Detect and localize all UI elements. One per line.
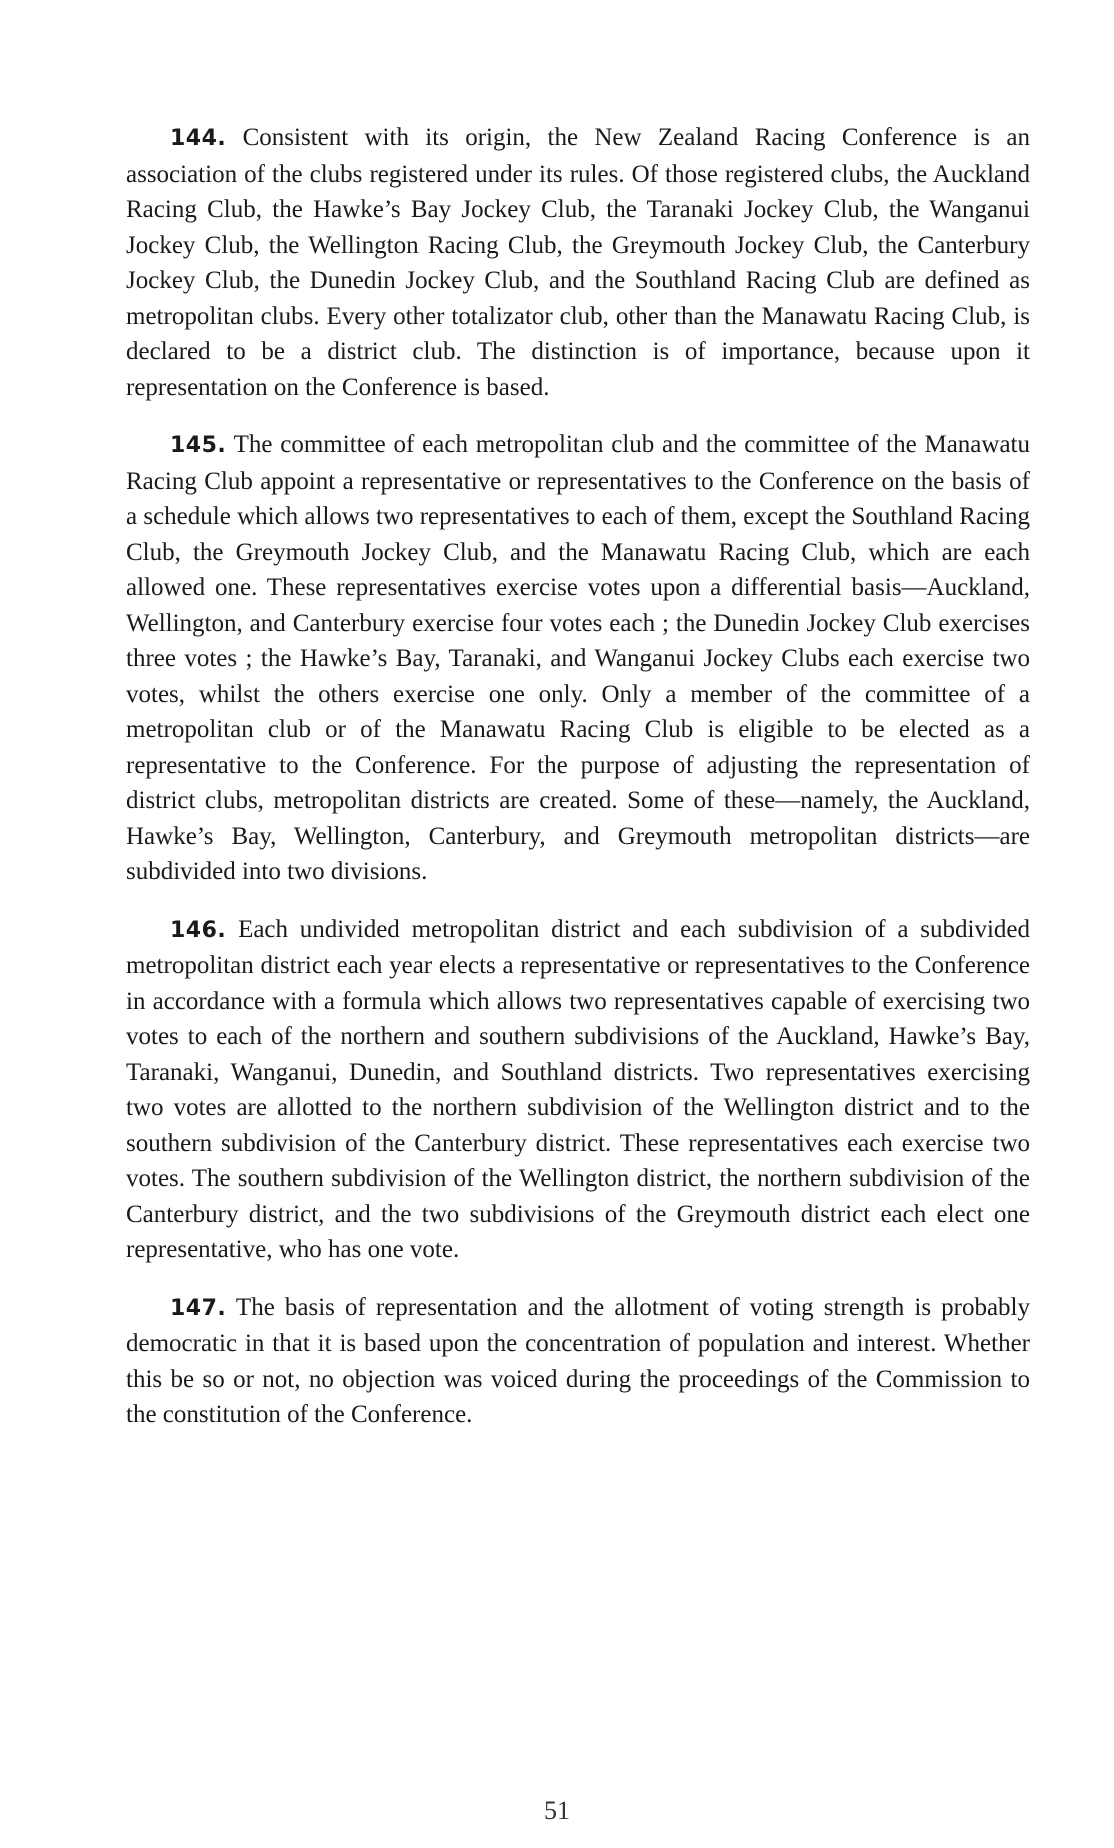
document-body — [126, 120, 1030, 1455]
paragraph-number: 145. — [170, 433, 227, 458]
paragraph-145 — [126, 427, 1030, 890]
paragraph-number: 147. — [170, 1295, 227, 1321]
paragraph-text: Consistent with its origin, the New Zealand Racing Conference is an association of the clubs registered under its rules. Of those registered clubs, the Auckland Racing Club, the Hawke’s Bay Jockey Club, the Taranaki Jockey Club, the Wanganui Jockey Club, the Wellington Racing Club, the Greymouth Jockey Club, the Canterbury Jockey Club, the Dunedin Jockey Club, and the Southland Racing Club are defined as metropolitan clubs. Every other totalizator club, other than the Manawatu Racing Club, is declared to be a district club. The distinction is of importance, because upon it representation on the Conference is based. — [126, 124, 1030, 401]
paragraph-147 — [126, 1290, 1030, 1433]
paragraph-144 — [126, 120, 1030, 405]
paragraph-text: Each undivided metropolitan district and each subdivision of a subdivided metropolitan district each year elects a representative or representatives to the Conference in accordance with a formula which allows two representatives capable of exercising two votes to each of the northern and southern subdivisions of the Auckland, Hawke’s Bay, Taranaki, Wanganui, Dunedin, and Southland districts. Two representatives exercising two votes are allotted to the northern subdivision of the Wellington district and to the southern subdivision of the Canterbury district. These representatives each exercise two votes. The southern subdivision of the Wellington district, the northern subdivision of the Canterbury district, and the two subdivisions of the Greymouth district each elect one representative, who has one vote. — [126, 915, 1031, 1263]
page-number: 51 — [544, 1796, 570, 1825]
paragraph-text: The basis of representation and the allotment of voting strength is probably democratic in that it is based upon the concentration of population and interest. Whether this be so or not, no objection was voiced during the proceedings of the Commission to the constitution of the Conference. — [126, 1293, 1030, 1428]
paragraph-146 — [126, 912, 1030, 1268]
paragraph-number: 144. — [170, 126, 227, 151]
paragraph-text: The committee of each metropolitan club and the committee of the Manawatu Racing Club appoint a representative or representatives to the Conference on the basis of a schedule which allows two representatives to each of them, except the Southland Racing Club, the Greymouth Jockey Club, and the Manawatu Racing Club, which are each allowed one. These representatives exercise votes upon a differential basis—Auckland, Wellington, and Canterbury exercise four votes each ; the Dunedin Jockey Club exercises three votes ; the Hawke’s Bay, Taranaki, and Wanganui Jockey Clubs each exercise two votes, whilst the others exercise one only. Only a member of the committee of a metropolitan club or of the Manawatu Racing Club is eligible to be elected as a representative to the Conference. For the purpose of adjusting the representation of district clubs, metropolitan districts are created. Some of these—namely, the Auckland, Hawke’s Bay, Wellington, Canterbury, and Greymouth metropolitan districts—are subdivided into two divisions. — [126, 431, 1030, 885]
paragraph-number: 146. — [170, 917, 227, 943]
